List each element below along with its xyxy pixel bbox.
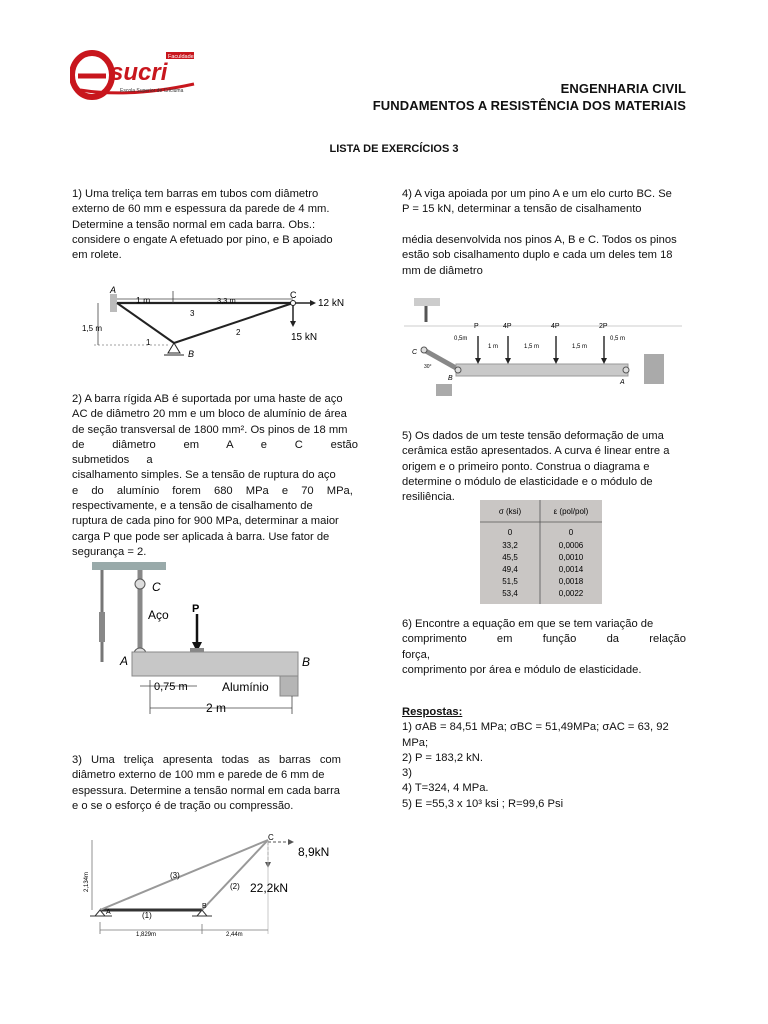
text-line: Determine a tensão normal em cada barra. Obs.: [72, 218, 316, 231]
label-b: B [448, 375, 453, 382]
beam [456, 364, 628, 376]
pin-a [623, 367, 629, 373]
label-a: A [110, 285, 117, 295]
answers-section [402, 705, 692, 812]
exercise-6-text [402, 617, 686, 678]
text-line: e do alumínio forem 680 MPa e 70 MPa, [72, 484, 353, 497]
exercise-4-text-a [402, 187, 698, 218]
load-label-222kn: 22,2kN [250, 881, 289, 895]
text-line: 2) A barra rígida AB é suportada por uma haste de aço [72, 393, 343, 405]
bar-2 [202, 840, 268, 910]
dim-label-075m: 0,75 m [154, 681, 188, 693]
dim-label-1m: 1 m [136, 295, 151, 305]
arrowhead [310, 300, 316, 306]
svg-text:Escola Superior de Criciúma: Escola Superior de Criciúma [120, 88, 184, 94]
label-a: A [106, 909, 111, 916]
rod-detail [99, 612, 105, 642]
label-aluminum: Alumínio [222, 680, 269, 694]
label-c: C [412, 349, 418, 356]
arrowhead [601, 358, 607, 364]
bar-1 [117, 303, 174, 343]
text-line: de diâmetro em A e C estão submetidos a [72, 438, 358, 467]
wall-support-a [644, 354, 664, 384]
stress-strain-table-image [480, 500, 602, 604]
text-line: de seção transversal de 1800 mm². Os pinos de 18 mm [72, 423, 348, 436]
ceiling-support [126, 562, 166, 570]
text-line: resiliência. [402, 491, 455, 504]
table-cell: 0 [507, 528, 513, 537]
exercise-2-rigid-bar-figure [92, 562, 332, 724]
dim-label-2m: 2 m [206, 701, 227, 715]
text-line: P = 15 kN, determinar a tensão de cisalhamento [402, 203, 642, 216]
load-label-89kn: 8,9kN [298, 845, 330, 859]
exercise-4-beam-figure [404, 296, 684, 406]
label-a: A [120, 654, 129, 668]
answer-item: MPa; [402, 736, 429, 749]
text-line: carga P que pode ser aplicada à barra. Use fator de [72, 530, 330, 543]
label-a: A [620, 379, 625, 386]
table-cell: 0,0018 [558, 577, 584, 586]
aluminum-block [280, 676, 298, 696]
arrowhead [290, 321, 296, 327]
table-cell: 0,0014 [558, 565, 584, 574]
text-line: origem e o primeiro ponto. Construa o diagrama e [402, 460, 650, 473]
text-line: em rolete. [72, 249, 122, 262]
bar-label-2: (2) [230, 882, 240, 891]
text-line: ruptura de cada pino for 900 MPa, determinar a maior [72, 515, 339, 528]
text-line: determine o módulo de elasticidade e o módulo de [402, 475, 653, 488]
text-line: cerâmica estão apresentados. A curva é linear entre a [402, 445, 670, 458]
label-steel: Aço [148, 608, 169, 622]
text-line: cisalhamento simples. Se a tensão de ruptura do aço [72, 469, 336, 482]
esucri-logo-graphic [70, 40, 200, 100]
answer-item: 5) E =55,3 x 10³ ksi ; R=99,6 Psi [402, 797, 564, 810]
exercise-3-text [72, 753, 358, 814]
rigid-bar-ab [132, 652, 298, 676]
text-line: considere o engate A efetuado por pino, e B apoiado [72, 233, 333, 246]
load-label-4p: 4P [503, 323, 512, 330]
wall-support [110, 294, 117, 312]
dim-label-15m: 1,5 m [572, 344, 588, 350]
text-line: 1) Uma treliça tem barras em tubos com diâmetro [72, 188, 319, 200]
load-label-p: P [474, 323, 479, 330]
stress-strain-table [480, 500, 602, 604]
table-header-stress: σ (ksi) [498, 507, 522, 516]
label-c: C [152, 580, 161, 594]
svg-text:Faculdades: Faculdades [168, 54, 197, 60]
dim-label-1m: 1 m [488, 344, 499, 350]
exercise-3-truss-figure [80, 834, 380, 944]
text-line: espessura. Determine a tensão normal em cada barra [72, 784, 341, 797]
exercise-2-text [72, 392, 358, 560]
table-header-strain: ε (pol/pol) [553, 507, 589, 516]
angle-label: 30° [424, 364, 432, 370]
table-cell: 49,4 [502, 565, 518, 574]
ceiling-support [92, 562, 128, 570]
joint-c [291, 301, 296, 306]
label-p: P [192, 603, 200, 615]
ceiling-support-c [414, 298, 440, 306]
text-line: segurança = 2. [72, 545, 147, 558]
text-line: respectivamente, e a tensão de cisalhamento de [72, 500, 313, 513]
load-label-15kn: 15 kN [291, 332, 318, 343]
dim-label-05m: 0,5m [454, 336, 468, 342]
exercise-1-text [72, 187, 358, 263]
dim-label-15m: 1,5 m [82, 324, 103, 333]
exercise-4-text-b [402, 233, 698, 279]
load-label-4p: 4P [551, 323, 560, 330]
exercise-5-text [402, 429, 686, 505]
pin-b [455, 367, 461, 373]
load-label-12kn: 12 kN [318, 298, 345, 309]
text-line: comprimento por área e módulo de elasticidade. [402, 663, 642, 676]
text-line: 3) Uma treliça apresenta todas as barras com [72, 754, 341, 766]
table-cell: 0,0010 [558, 553, 584, 562]
text-line: 5) Os dados de um teste tensão deformação de uma [402, 430, 664, 442]
load-label-2p: 2P [599, 323, 608, 330]
text-line: média desenvolvida nos pinos A, B e C. Todos os pinos [402, 234, 677, 246]
load-plate [190, 648, 204, 652]
table-cell: 53,4 [502, 589, 518, 598]
bar-label-3: (3) [170, 871, 180, 880]
bar-label-2: 2 [236, 328, 241, 337]
pin-b-detail [436, 384, 452, 396]
arrowhead [475, 358, 481, 364]
bar-label-3: 3 [190, 309, 195, 318]
table-cell: 0,0022 [558, 589, 584, 598]
text-line: AC de diâmetro 20 mm e um bloco de alumínio de área [72, 408, 347, 421]
text-line: mm de diâmetro [402, 264, 483, 277]
label-b: B [188, 349, 195, 359]
table-cell: 45,5 [502, 553, 518, 562]
svg-text:sucri: sucri [110, 59, 168, 86]
logo [70, 40, 200, 100]
text-line: externo de 60 mm e espessura da parede de 4 mm. [72, 203, 330, 216]
arrowhead [553, 358, 559, 364]
text-line: estão sob cisalhamento duplo e cada um deles tem 18 [402, 249, 673, 262]
text-line: e o se o esforço é de tração ou compressão. [72, 799, 294, 812]
bar-label-1: (1) [142, 911, 152, 920]
dim-label-15m: 1,5 m [524, 344, 540, 350]
answers-heading: Respostas: [402, 706, 463, 718]
label-c: C [290, 290, 297, 300]
text-line: diâmetro externo de 100 mm e parede de 6 mm de [72, 769, 325, 782]
dim-label-1829m: 1,829m [136, 932, 157, 938]
text-line: 4) A viga apoiada por um pino A e um elo curto BC. Se [402, 188, 672, 200]
list-title: LISTA DE EXERCÍCIOS 3 [329, 143, 459, 155]
table-cell: 51,5 [502, 577, 518, 586]
answer-item: 1) σAB = 84,51 MPa; σBC = 51,49MPa; σAC = 63, 92 [402, 721, 669, 734]
dim-label-2134m: 2,134m [84, 871, 90, 892]
label-c: C [268, 834, 274, 842]
subject-title: FUNDAMENTOS A RESISTÊNCIA DOS MATERIAIS [372, 98, 686, 113]
pin-c [135, 579, 145, 589]
answer-item: 4) T=324, 4 MPa. [402, 782, 489, 795]
bar-label-1: 1 [146, 338, 151, 347]
dim-label-33m: 3,3 m [217, 296, 236, 305]
roller-support-b [168, 343, 180, 353]
text-line: 6) Encontre a equação em que se tem variação de [402, 618, 654, 630]
dim-label-244m: 2,44m [226, 932, 243, 938]
table-cell: 0 [568, 528, 574, 537]
label-b: B [202, 903, 207, 910]
course-title: ENGENHARIA CIVIL [560, 81, 686, 96]
pin-c [421, 347, 427, 353]
exercise-1-truss-figure [80, 283, 360, 363]
arrowhead [288, 839, 294, 845]
answer-item: 2) P = 183,2 kN. [402, 751, 483, 764]
label-b: B [302, 655, 311, 669]
bar-3 [100, 840, 268, 910]
arrowhead [505, 358, 511, 364]
text-line: comprimento em função da relação força, [402, 633, 686, 661]
answer-item: 3) [402, 767, 412, 780]
table-cell: 0,0006 [558, 541, 584, 550]
table-cell: 33,2 [502, 541, 518, 550]
dim-label-05m: 0,5 m [610, 336, 626, 342]
